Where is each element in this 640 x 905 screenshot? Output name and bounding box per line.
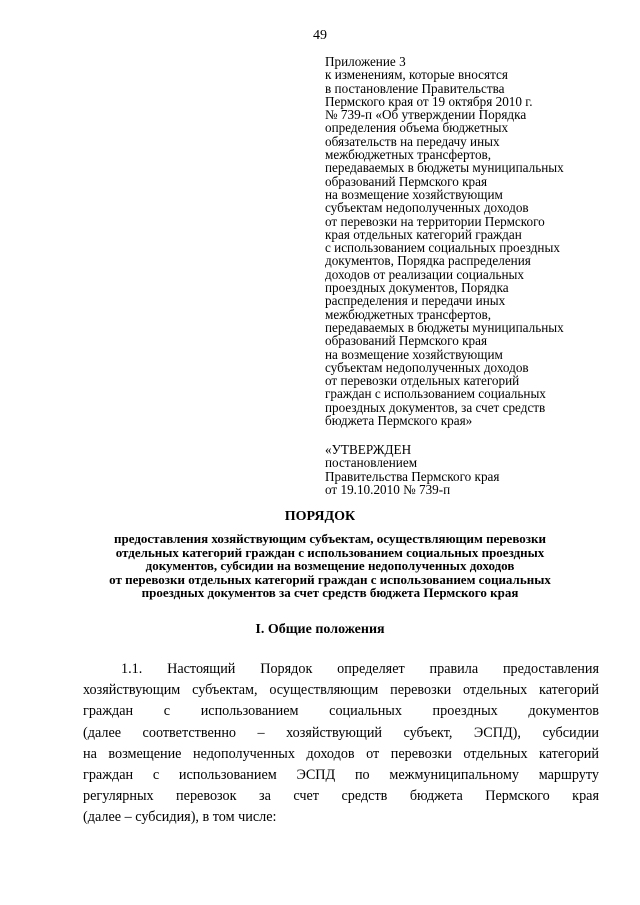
subtitle-line: проездных документов за счет средств бюджета Пермского края	[141, 585, 519, 600]
appendix-line: распределения и передачи иных	[325, 293, 506, 309]
approval-line: от 19.10.2010 № 739-п	[325, 481, 451, 497]
appendix-line: на возмещение хозяйствующим	[325, 346, 503, 362]
section-heading: I. Общие положения	[255, 622, 385, 637]
appendix-line: бюджета Пермского края»	[325, 413, 473, 429]
subtitle-line: предоставления хозяйствующим субъектам, осуществляющим перевозки	[114, 531, 546, 546]
body-line: граждан с использованием ЭСПД по межмуниципальному маршруту	[83, 766, 599, 783]
appendix-line: определения объема бюджетных	[325, 120, 509, 136]
approval-block	[325, 443, 625, 496]
body-line: регулярных перевозок за счет средств бюджета Пермского края	[83, 788, 599, 805]
appendix-line: межбюджетных трансфертов,	[325, 306, 492, 322]
body-line: (далее – субсидия), в том числе:	[83, 809, 277, 826]
appendix-line: от перевозки на территории Пермского	[325, 213, 545, 229]
appendix-block	[325, 55, 625, 427]
appendix-line: граждан с использованием социальных	[325, 386, 546, 402]
approval-line: Правительства Пермского края	[325, 468, 500, 484]
appendix-line: к изменениям, которые вносятся	[325, 67, 508, 83]
subtitle-line: от перевозки отдельных категорий граждан с использованием социальных	[109, 571, 551, 587]
body-line: 1.1. Настоящий Порядок определяет правила предоставления	[121, 661, 599, 677]
appendix-line: в постановление Правительства	[325, 80, 505, 96]
page-number: 49	[313, 28, 327, 43]
body-line: на возмещение недополученных доходов от перевозки отдельных категорий	[83, 745, 599, 762]
appendix-line: передаваемых в бюджеты муниципальных	[325, 319, 564, 335]
body-line: граждан с использованием социальных проездных документов	[83, 703, 599, 720]
appendix-line: от перевозки отдельных категорий	[325, 373, 520, 389]
appendix-line: проездных документов, Порядка	[325, 280, 509, 296]
subtitle-line: документов, субсидии на возмещение недополученных доходов	[145, 558, 515, 573]
appendix-line: Приложение 3	[325, 54, 406, 69]
appendix-line: Пермского края от 19 октября 2010 г.	[325, 93, 533, 109]
document-title: ПОРЯДОК	[284, 509, 356, 524]
body-paragraph	[83, 659, 599, 829]
body-line: (далее соответственно – хозяйствующий субъект, ЭСПД), субсидии	[83, 724, 599, 741]
appendix-line: с использованием социальных проездных	[325, 240, 560, 256]
body-line: хозяйствующим субъектам, осуществляющим перевозки отдельных категорий	[83, 682, 599, 699]
appendix-line: документов, Порядка распределения	[325, 253, 531, 269]
approval-line: постановлением	[325, 455, 418, 471]
appendix-line: проездных документов, за счет средств	[325, 399, 546, 415]
appendix-line: № 739-п «Об утверждении Порядка	[325, 107, 527, 123]
approval-line: «УТВЕРЖДЕН	[325, 442, 412, 457]
appendix-line: субъектам недополученных доходов	[325, 359, 529, 375]
appendix-line: края отдельных категорий граждан	[325, 226, 522, 242]
appendix-line: на возмещение хозяйствующим	[325, 186, 503, 202]
appendix-line: межбюджетных трансфертов,	[325, 147, 492, 163]
document-subtitle	[80, 532, 580, 600]
appendix-line: обязательств на передачу иных	[325, 133, 500, 149]
subtitle-line: отдельных категорий граждан с использованием социальных проездных	[115, 544, 545, 560]
appendix-line: передаваемых в бюджеты муниципальных	[325, 160, 564, 176]
appendix-line: образований Пермского края	[325, 173, 488, 189]
appendix-line: субъектам недополученных доходов	[325, 200, 529, 216]
appendix-line: образований Пермского края	[325, 333, 488, 349]
appendix-line: доходов от реализации социальных	[325, 266, 524, 282]
